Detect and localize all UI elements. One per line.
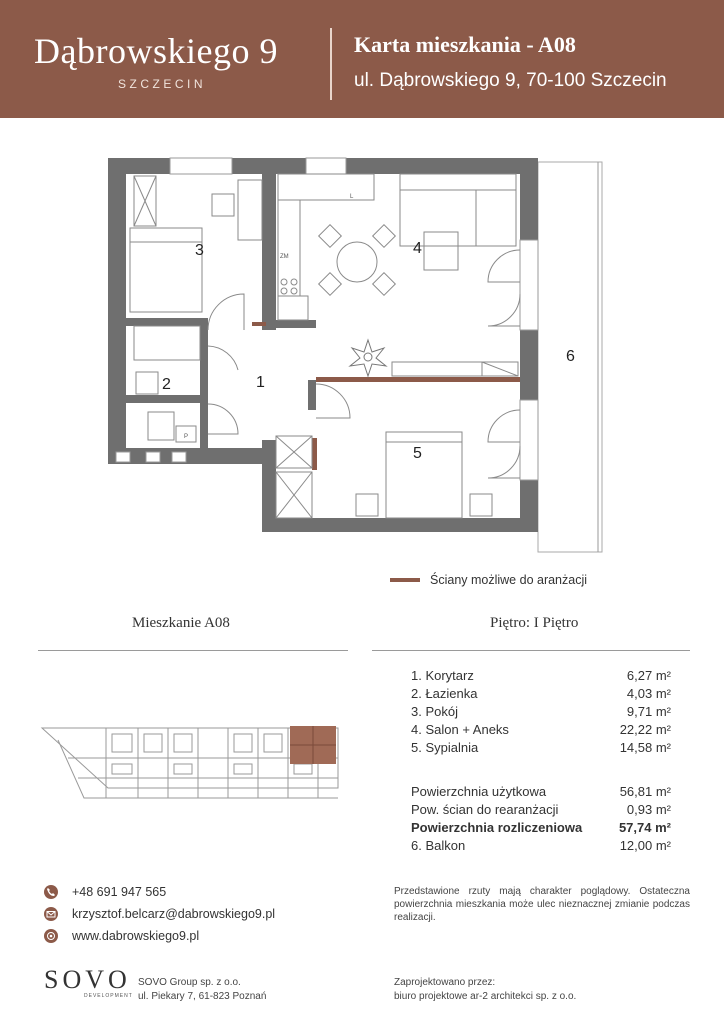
header-banner xyxy=(0,0,724,118)
contact-email[interactable] xyxy=(44,907,275,921)
divider-right xyxy=(372,650,690,651)
fridge-label: L xyxy=(350,194,354,200)
washer-label: P xyxy=(184,434,189,440)
card-address: ul. Dąbrowskiego 9, 70-100 Szczecin xyxy=(354,70,667,91)
oven-label: ZM xyxy=(280,254,289,260)
area-row: 2. Łazienka 4,03 m² xyxy=(411,686,671,701)
contact-website[interactable] xyxy=(44,929,199,943)
brand-city: SZCZECIN xyxy=(118,77,206,91)
floor-title: Piętro: I Piętro xyxy=(490,615,579,631)
legend-swatch xyxy=(390,578,420,582)
mail-icon xyxy=(44,907,58,921)
legend xyxy=(390,573,587,587)
email-address[interactable]: krzysztof.belcarz@dabrowskiego9.pl xyxy=(72,907,276,921)
brand-name: Dąbrowskiego 9 xyxy=(34,31,278,71)
room-label-4: 4 xyxy=(413,240,422,257)
designed-by-label: Zaprojektowano przez: xyxy=(394,977,496,988)
legend-label: Ściany możliwe do aranżacji xyxy=(430,573,588,587)
room-label-6: 6 xyxy=(566,348,575,365)
designed-by: biuro projektowe ar-2 architekci sp. z o.o. xyxy=(394,991,577,1002)
disclaimer-note: Przedstawione rzuty mają charakter poglądowy. Ostateczna powierzchnia mieszkania może ulec nieznacznej zmianie podczas realizacji. xyxy=(394,886,690,923)
walls xyxy=(108,158,538,532)
total-row: Powierzchnia użytkowa 56,81 m² xyxy=(411,784,671,799)
website-link[interactable]: www.dabrowskiego9.pl xyxy=(72,929,200,943)
sovo-logo: SOVO xyxy=(44,965,131,994)
divider-left xyxy=(38,650,348,651)
site-plan xyxy=(38,718,348,818)
header-divider xyxy=(330,28,332,100)
company-address: ul. Piekary 7, 61-823 Poznań xyxy=(138,991,267,1002)
company-info xyxy=(138,976,266,1004)
plant-icon xyxy=(350,340,386,376)
room-label-5: 5 xyxy=(413,445,422,462)
company-name: SOVO Group sp. z o.o. xyxy=(138,977,241,988)
architect-info xyxy=(394,976,576,1004)
contact-phone[interactable] xyxy=(44,885,166,899)
area-row: 1. Korytarz 6,27 m² xyxy=(411,668,671,683)
room-label-3: 3 xyxy=(195,242,204,259)
total-row: Pow. ścian do rearanżacji 0,93 m² xyxy=(411,802,671,817)
globe-icon xyxy=(44,929,58,943)
apartment-title: Mieszkanie A08 xyxy=(132,615,230,631)
floor-plan xyxy=(100,150,620,570)
sovo-logo-sub: DEVELOPMENT xyxy=(84,993,133,999)
phone-icon xyxy=(44,885,58,899)
room-label-2: 2 xyxy=(162,376,171,393)
area-row: 4. Salon + Aneks 22,22 m² xyxy=(411,722,671,737)
total-row-billing: Powierzchnia rozliczeniowa 57,74 m² xyxy=(411,820,671,835)
area-row: 5. Sypialnia 14,58 m² xyxy=(411,740,671,755)
area-table xyxy=(411,667,671,855)
room-label-1: 1 xyxy=(256,374,265,391)
card-title: Karta mieszkania - A08 xyxy=(354,32,576,57)
area-row: 3. Pokój 9,71 m² xyxy=(411,704,671,719)
phone-number[interactable]: +48 691 947 565 xyxy=(72,885,167,899)
balcony-row: 6. Balkon 12,00 m² xyxy=(411,838,671,853)
